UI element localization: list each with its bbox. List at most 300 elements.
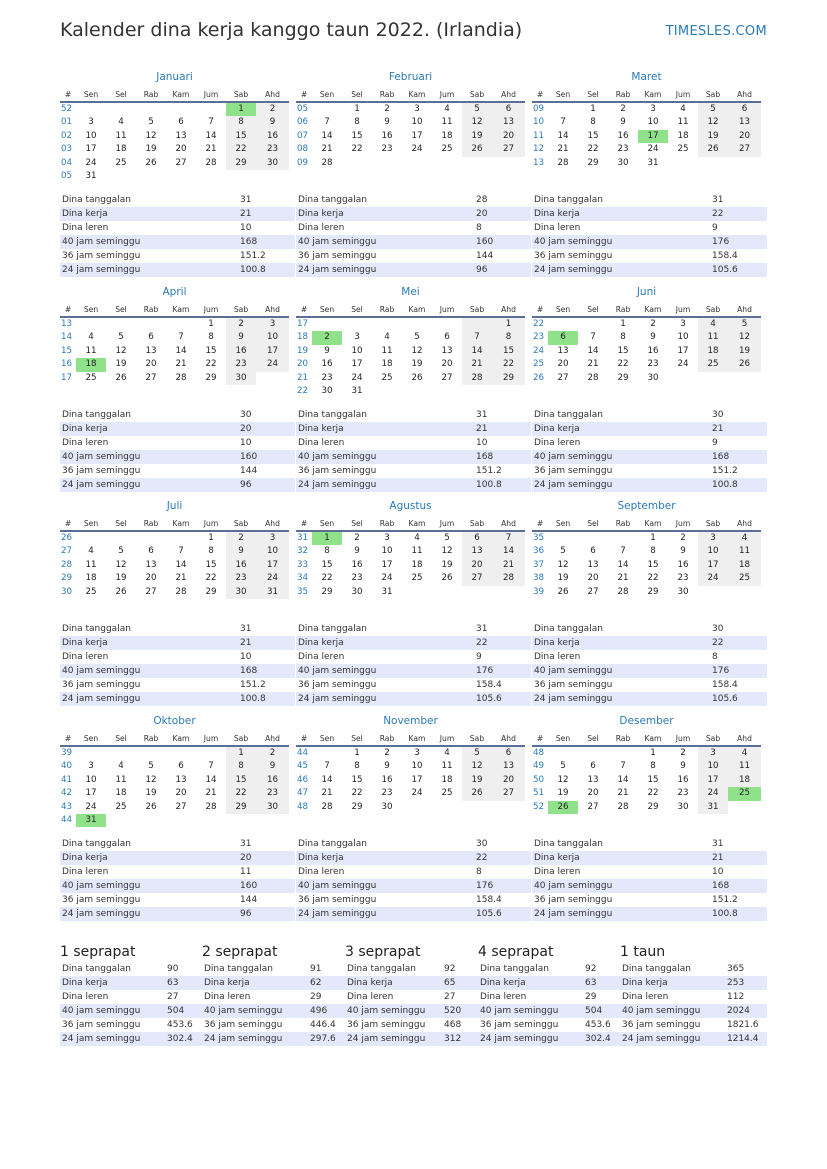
day-cell[interactable]: 27 [492, 787, 525, 800]
day-cell[interactable]: 15 [647, 559, 659, 570]
day-cell[interactable]: 1 [650, 748, 656, 758]
day-cell[interactable]: 18 [115, 788, 127, 799]
day-cell[interactable]: 9 [226, 545, 256, 558]
day-cell[interactable]: 16 [617, 130, 629, 141]
day-cell[interactable]: 8 [650, 546, 656, 557]
day-cell[interactable]: 16 [256, 130, 289, 143]
day-cell[interactable]: 11 [381, 345, 393, 356]
day-cell[interactable]: 24 [677, 359, 689, 370]
day-cell[interactable]: 23 [677, 573, 689, 584]
day-cell[interactable]: 8 [620, 332, 626, 343]
day-cell[interactable]: 2 [256, 746, 289, 760]
day-cell[interactable]: 2 [256, 102, 289, 116]
day-cell[interactable]: 14 [492, 545, 525, 558]
day-cell[interactable]: 21 [557, 144, 569, 155]
day-cell[interactable]: 17 [677, 345, 689, 356]
day-cell[interactable] [548, 531, 578, 545]
day-cell[interactable]: 13 [587, 559, 599, 570]
day-cell[interactable] [166, 317, 196, 331]
day-cell[interactable]: 10 [698, 760, 728, 773]
day-cell[interactable]: 6 [148, 332, 154, 343]
day-cell[interactable] [432, 801, 462, 814]
day-cell[interactable]: 19 [411, 359, 423, 370]
day-cell[interactable]: 17 [256, 559, 289, 572]
day-cell[interactable]: 23 [617, 144, 629, 155]
day-cell[interactable]: 30 [256, 157, 289, 170]
day-cell[interactable]: 30 [677, 586, 689, 597]
day-cell[interactable]: 9 [650, 332, 656, 343]
day-cell[interactable]: 29 [351, 801, 363, 812]
day-cell[interactable]: 20 [145, 573, 157, 584]
day-cell[interactable]: 27 [145, 372, 157, 383]
day-cell[interactable]: 14 [587, 345, 599, 356]
day-cell[interactable]: 29 [226, 801, 256, 814]
day-cell[interactable]: 29 [205, 372, 217, 383]
day-cell[interactable]: 4 [384, 332, 390, 343]
day-cell[interactable] [76, 746, 106, 760]
day-cell[interactable]: 25 [85, 586, 97, 597]
day-cell[interactable]: 12 [462, 116, 492, 129]
day-cell[interactable]: 13 [728, 116, 761, 129]
day-cell[interactable]: 5 [148, 117, 154, 128]
day-cell[interactable]: 8 [650, 761, 656, 772]
day-cell[interactable]: 18 [728, 559, 761, 572]
day-cell[interactable]: 26 [441, 573, 453, 584]
day-cell[interactable]: 13 [557, 345, 569, 356]
day-cell[interactable]: 12 [557, 774, 569, 785]
day-cell[interactable]: 15 [587, 130, 599, 141]
day-cell[interactable]: 11 [677, 117, 689, 128]
day-cell[interactable]: 7 [492, 531, 525, 545]
day-cell[interactable]: 24 [698, 572, 728, 585]
day-cell[interactable]: 15 [205, 345, 217, 356]
day-cell[interactable] [578, 531, 608, 545]
day-cell[interactable]: 7 [208, 117, 214, 128]
day-cell[interactable]: 9 [354, 546, 360, 557]
day-cell[interactable]: 15 [492, 345, 525, 358]
day-cell[interactable]: 25 [441, 144, 453, 155]
day-cell[interactable]: 31 [698, 801, 728, 814]
day-cell[interactable]: 26 [145, 801, 157, 812]
day-cell[interactable]: 20 [557, 359, 569, 370]
day-cell[interactable]: 10 [647, 117, 659, 128]
day-cell[interactable]: 28 [205, 157, 217, 168]
day-cell[interactable]: 9 [680, 546, 686, 557]
day-cell[interactable]: 25 [728, 787, 761, 800]
day-cell[interactable]: 19 [462, 774, 492, 787]
day-cell[interactable]: 25 [728, 572, 761, 585]
day-cell[interactable]: 12 [411, 345, 423, 356]
day-cell[interactable]: 5 [462, 746, 492, 760]
day-cell[interactable]: 4 [88, 546, 94, 557]
day-cell[interactable]: 8 [354, 761, 360, 772]
day-cell[interactable]: 4 [414, 533, 420, 543]
day-cell[interactable]: 22 [647, 573, 659, 584]
day-cell[interactable]: 23 [321, 372, 333, 383]
day-cell[interactable]: 3 [650, 104, 656, 114]
day-cell[interactable]: 2 [384, 748, 390, 758]
day-cell[interactable] [106, 814, 136, 827]
day-cell[interactable]: 24 [647, 144, 659, 155]
day-cell[interactable]: 14 [175, 345, 187, 356]
day-cell[interactable]: 11 [728, 545, 761, 558]
day-cell[interactable] [432, 385, 462, 398]
day-cell[interactable]: 5 [560, 761, 566, 772]
day-cell[interactable]: 27 [175, 157, 187, 168]
day-cell[interactable]: 29 [617, 372, 629, 383]
day-cell[interactable] [256, 372, 289, 385]
day-cell[interactable]: 5 [728, 317, 761, 331]
day-cell[interactable]: 3 [256, 531, 289, 545]
day-cell[interactable]: 24 [411, 144, 423, 155]
day-cell[interactable]: 17 [411, 130, 423, 141]
day-cell[interactable]: 1 [492, 317, 525, 331]
day-cell[interactable]: 12 [557, 559, 569, 570]
day-cell[interactable]: 25 [698, 358, 728, 371]
day-cell[interactable]: 6 [590, 761, 596, 772]
day-cell[interactable]: 12 [115, 345, 127, 356]
day-cell[interactable]: 23 [226, 572, 256, 585]
day-cell[interactable] [312, 102, 342, 116]
day-cell[interactable]: 22 [226, 787, 256, 800]
brand-logo[interactable]: TIMESLES.COM [665, 24, 767, 39]
day-cell[interactable]: 22 [617, 359, 629, 370]
day-cell[interactable]: 27 [492, 143, 525, 156]
day-cell[interactable]: 1 [208, 319, 214, 329]
day-cell[interactable]: 12 [728, 331, 761, 344]
day-cell[interactable]: 20 [492, 774, 525, 787]
day-cell[interactable]: 27 [587, 801, 599, 812]
day-cell[interactable]: 22 [205, 359, 217, 370]
day-cell[interactable]: 21 [462, 358, 492, 371]
day-cell[interactable] [136, 317, 166, 331]
day-cell[interactable]: 22 [647, 788, 659, 799]
day-cell[interactable]: 18 [76, 358, 106, 371]
day-cell[interactable]: 30 [617, 157, 629, 168]
day-cell[interactable]: 23 [677, 788, 689, 799]
day-cell[interactable]: 25 [411, 573, 423, 584]
day-cell[interactable]: 26 [145, 157, 157, 168]
day-cell[interactable]: 15 [226, 774, 256, 787]
day-cell[interactable]: 15 [351, 130, 363, 141]
day-cell[interactable]: 14 [205, 774, 217, 785]
day-cell[interactable]: 30 [381, 801, 393, 812]
day-cell[interactable]: 22 [351, 144, 363, 155]
day-cell[interactable] [106, 317, 136, 331]
day-cell[interactable]: 20 [492, 130, 525, 143]
day-cell[interactable]: 27 [587, 586, 599, 597]
day-cell[interactable]: 18 [698, 345, 728, 358]
day-cell[interactable] [256, 814, 289, 827]
day-cell[interactable]: 13 [175, 774, 187, 785]
day-cell[interactable]: 19 [557, 573, 569, 584]
day-cell[interactable]: 27 [728, 143, 761, 156]
day-cell[interactable]: 6 [148, 546, 154, 557]
day-cell[interactable]: 1 [354, 104, 360, 114]
day-cell[interactable]: 29 [587, 157, 599, 168]
day-cell[interactable]: 13 [462, 545, 492, 558]
day-cell[interactable]: 31 [85, 171, 97, 182]
day-cell[interactable]: 16 [321, 359, 333, 370]
day-cell[interactable]: 3 [698, 746, 728, 760]
day-cell[interactable] [402, 586, 432, 599]
day-cell[interactable] [728, 372, 761, 385]
day-cell[interactable] [462, 801, 492, 814]
day-cell[interactable]: 18 [441, 774, 453, 785]
day-cell[interactable]: 21 [617, 788, 629, 799]
day-cell[interactable]: 18 [381, 359, 393, 370]
day-cell[interactable]: 25 [85, 372, 97, 383]
day-cell[interactable]: 11 [698, 331, 728, 344]
day-cell[interactable]: 13 [175, 130, 187, 141]
day-cell[interactable]: 22 [205, 573, 217, 584]
day-cell[interactable]: 14 [617, 774, 629, 785]
day-cell[interactable] [106, 102, 136, 116]
day-cell[interactable]: 5 [444, 533, 450, 543]
day-cell[interactable]: 29 [492, 372, 525, 385]
day-cell[interactable] [668, 372, 698, 385]
day-cell[interactable]: 10 [256, 331, 289, 344]
day-cell[interactable]: 17 [85, 788, 97, 799]
day-cell[interactable] [548, 317, 578, 331]
day-cell[interactable] [76, 317, 106, 331]
day-cell[interactable]: 12 [145, 130, 157, 141]
day-cell[interactable] [196, 170, 226, 183]
day-cell[interactable]: 18 [677, 130, 689, 141]
day-cell[interactable] [342, 157, 372, 170]
day-cell[interactable] [312, 317, 342, 331]
day-cell[interactable]: 7 [208, 761, 214, 772]
day-cell[interactable] [106, 746, 136, 760]
day-cell[interactable]: 24 [351, 372, 363, 383]
day-cell[interactable]: 19 [728, 345, 761, 358]
day-cell[interactable]: 27 [175, 801, 187, 812]
day-cell[interactable]: 30 [677, 801, 689, 812]
day-cell[interactable]: 7 [178, 332, 184, 343]
day-cell[interactable]: 13 [587, 774, 599, 785]
day-cell[interactable]: 11 [85, 559, 97, 570]
day-cell[interactable]: 24 [698, 787, 728, 800]
day-cell[interactable]: 6 [728, 102, 761, 116]
day-cell[interactable]: 3 [698, 531, 728, 545]
day-cell[interactable]: 20 [145, 359, 157, 370]
day-cell[interactable] [76, 531, 106, 545]
day-cell[interactable]: 2 [680, 533, 686, 543]
day-cell[interactable]: 24 [85, 157, 97, 168]
day-cell[interactable]: 12 [698, 116, 728, 129]
day-cell[interactable]: 19 [115, 359, 127, 370]
day-cell[interactable]: 24 [256, 358, 289, 371]
day-cell[interactable] [402, 157, 432, 170]
day-cell[interactable]: 2 [226, 317, 256, 331]
day-cell[interactable]: 14 [557, 130, 569, 141]
day-cell[interactable]: 23 [256, 787, 289, 800]
day-cell[interactable]: 20 [587, 573, 599, 584]
day-cell[interactable]: 23 [226, 358, 256, 371]
day-cell[interactable]: 20 [441, 359, 453, 370]
day-cell[interactable] [608, 746, 638, 760]
day-cell[interactable]: 10 [677, 332, 689, 343]
day-cell[interactable] [548, 102, 578, 116]
day-cell[interactable]: 24 [381, 573, 393, 584]
day-cell[interactable]: 18 [85, 573, 97, 584]
day-cell[interactable]: 28 [617, 586, 629, 597]
day-cell[interactable] [728, 801, 761, 814]
day-cell[interactable]: 23 [647, 359, 659, 370]
day-cell[interactable]: 16 [381, 130, 393, 141]
day-cell[interactable]: 6 [178, 761, 184, 772]
day-cell[interactable]: 14 [175, 559, 187, 570]
day-cell[interactable]: 15 [617, 345, 629, 356]
day-cell[interactable]: 28 [617, 801, 629, 812]
day-cell[interactable]: 10 [411, 117, 423, 128]
day-cell[interactable]: 2 [620, 104, 626, 114]
day-cell[interactable]: 25 [115, 801, 127, 812]
day-cell[interactable]: 22 [321, 573, 333, 584]
day-cell[interactable] [166, 746, 196, 760]
day-cell[interactable]: 26 [462, 143, 492, 156]
day-cell[interactable] [76, 102, 106, 116]
day-cell[interactable]: 2 [650, 319, 656, 329]
day-cell[interactable]: 27 [145, 586, 157, 597]
day-cell[interactable]: 5 [414, 332, 420, 343]
day-cell[interactable]: 6 [548, 331, 578, 344]
day-cell[interactable] [136, 170, 166, 183]
day-cell[interactable]: 16 [351, 559, 363, 570]
day-cell[interactable]: 21 [205, 788, 217, 799]
day-cell[interactable]: 8 [226, 116, 256, 129]
day-cell[interactable]: 2 [226, 531, 256, 545]
day-cell[interactable]: 19 [145, 144, 157, 155]
day-cell[interactable]: 19 [462, 130, 492, 143]
day-cell[interactable] [196, 102, 226, 116]
day-cell[interactable]: 17 [351, 359, 363, 370]
day-cell[interactable]: 12 [115, 559, 127, 570]
day-cell[interactable]: 3 [354, 332, 360, 343]
day-cell[interactable]: 19 [441, 559, 453, 570]
day-cell[interactable]: 30 [351, 586, 363, 597]
day-cell[interactable]: 17 [411, 774, 423, 785]
day-cell[interactable]: 3 [384, 533, 390, 543]
day-cell[interactable]: 20 [587, 788, 599, 799]
day-cell[interactable] [402, 385, 432, 398]
day-cell[interactable]: 5 [560, 546, 566, 557]
day-cell[interactable]: 24 [85, 801, 97, 812]
day-cell[interactable]: 7 [462, 331, 492, 344]
day-cell[interactable] [462, 385, 492, 398]
day-cell[interactable]: 5 [698, 102, 728, 116]
day-cell[interactable]: 13 [492, 116, 525, 129]
day-cell[interactable]: 6 [444, 332, 450, 343]
day-cell[interactable]: 29 [647, 586, 659, 597]
day-cell[interactable]: 30 [226, 586, 256, 599]
day-cell[interactable]: 26 [728, 358, 761, 371]
day-cell[interactable]: 13 [145, 345, 157, 356]
day-cell[interactable]: 15 [647, 774, 659, 785]
day-cell[interactable]: 6 [492, 102, 525, 116]
day-cell[interactable]: 28 [587, 372, 599, 383]
day-cell[interactable]: 4 [680, 104, 686, 114]
day-cell[interactable]: 13 [492, 760, 525, 773]
day-cell[interactable]: 28 [175, 372, 187, 383]
day-cell[interactable]: 31 [256, 586, 289, 599]
day-cell[interactable]: 16 [677, 774, 689, 785]
day-cell[interactable]: 9 [384, 117, 390, 128]
day-cell[interactable]: 28 [175, 586, 187, 597]
day-cell[interactable]: 21 [617, 573, 629, 584]
day-cell[interactable]: 28 [462, 372, 492, 385]
day-cell[interactable] [136, 102, 166, 116]
day-cell[interactable] [728, 157, 761, 170]
day-cell[interactable]: 29 [205, 586, 217, 597]
day-cell[interactable]: 17 [256, 345, 289, 358]
day-cell[interactable]: 3 [414, 104, 420, 114]
day-cell[interactable]: 14 [321, 130, 333, 141]
day-cell[interactable]: 30 [256, 801, 289, 814]
day-cell[interactable] [698, 372, 728, 385]
day-cell[interactable]: 15 [226, 130, 256, 143]
day-cell[interactable]: 24 [256, 572, 289, 585]
day-cell[interactable]: 17 [698, 774, 728, 787]
day-cell[interactable]: 26 [557, 586, 569, 597]
day-cell[interactable]: 1 [590, 104, 596, 114]
day-cell[interactable]: 4 [444, 104, 450, 114]
day-cell[interactable]: 22 [226, 143, 256, 156]
day-cell[interactable]: 12 [462, 760, 492, 773]
day-cell[interactable]: 28 [557, 157, 569, 168]
day-cell[interactable]: 9 [256, 116, 289, 129]
day-cell[interactable]: 20 [175, 144, 187, 155]
day-cell[interactable]: 28 [492, 572, 525, 585]
day-cell[interactable]: 21 [492, 559, 525, 572]
day-cell[interactable]: 4 [118, 761, 124, 772]
day-cell[interactable]: 30 [226, 372, 256, 385]
day-cell[interactable]: 10 [256, 545, 289, 558]
day-cell[interactable]: 3 [88, 117, 94, 128]
day-cell[interactable]: 21 [321, 788, 333, 799]
day-cell[interactable] [226, 170, 256, 183]
day-cell[interactable]: 8 [324, 546, 330, 557]
day-cell[interactable]: 4 [698, 317, 728, 331]
day-cell[interactable]: 11 [728, 760, 761, 773]
day-cell[interactable]: 5 [462, 102, 492, 116]
day-cell[interactable]: 14 [205, 130, 217, 141]
day-cell[interactable]: 9 [620, 117, 626, 128]
day-cell[interactable]: 5 [118, 332, 124, 343]
day-cell[interactable]: 3 [88, 761, 94, 772]
day-cell[interactable] [166, 814, 196, 827]
day-cell[interactable]: 16 [256, 774, 289, 787]
day-cell[interactable] [226, 814, 256, 827]
day-cell[interactable]: 8 [226, 760, 256, 773]
day-cell[interactable]: 29 [647, 801, 659, 812]
day-cell[interactable]: 3 [256, 317, 289, 331]
day-cell[interactable]: 25 [381, 372, 393, 383]
day-cell[interactable]: 30 [321, 386, 333, 397]
day-cell[interactable]: 21 [175, 359, 187, 370]
day-cell[interactable]: 10 [698, 545, 728, 558]
day-cell[interactable]: 14 [462, 345, 492, 358]
day-cell[interactable] [136, 531, 166, 545]
day-cell[interactable] [462, 157, 492, 170]
day-cell[interactable] [312, 746, 342, 760]
day-cell[interactable] [548, 746, 578, 760]
day-cell[interactable]: 25 [677, 144, 689, 155]
day-cell[interactable]: 2 [384, 104, 390, 114]
day-cell[interactable]: 4 [118, 117, 124, 128]
day-cell[interactable]: 1 [620, 319, 626, 329]
day-cell[interactable] [698, 586, 728, 599]
